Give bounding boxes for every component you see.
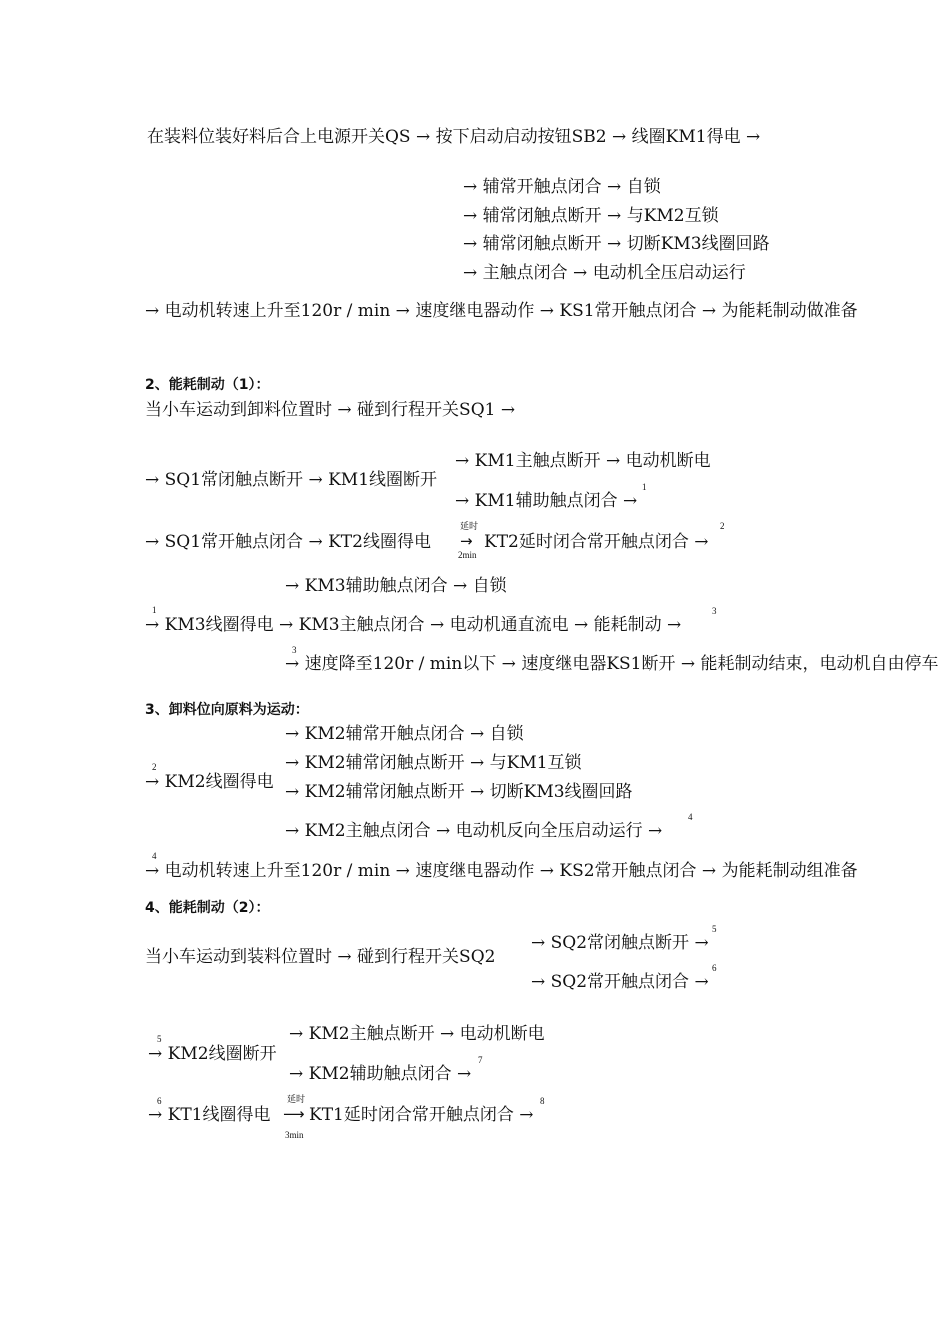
s1-branch-2: → 辅常闭触点断开 → 与KM2互锁 [463, 206, 719, 226]
s1-branch-1: → 辅常开触点闭合 → 自锁 [463, 177, 661, 197]
s4-delay-label: 延时 [287, 1094, 306, 1104]
s2-marker-3: 3 [712, 606, 717, 616]
s2-branch-1a: → KM1主触点断开 → 电动机断电 [455, 451, 711, 471]
s2-marker-1b: 1 [152, 605, 157, 615]
s1-line-1: 在装料位装好料后合上电源开关QS → 按下启动启动按钮SB2 → 线圈KM1得电 → [147, 127, 761, 147]
s4-marker-6b: 6 [157, 1096, 162, 1106]
s2-marker-2: 2 [720, 521, 725, 531]
s1-branch-4: → 主触点闭合 → 电动机全压启动运行 [463, 263, 746, 283]
s4-marker-8: 8 [540, 1096, 545, 1106]
s2-delay-arrow: → [460, 532, 473, 550]
s4-marker-5: 5 [712, 924, 717, 934]
s3-main: → KM2线圈得电 [145, 772, 274, 792]
s4-delay-time: 3min [285, 1130, 304, 1140]
s4-branch-1a: → SQ2常闭触点断开 → [531, 933, 709, 953]
s4-delay-arrow: ⟶ [283, 1105, 305, 1123]
s4-branch-1b: → SQ2常开触点闭合 → [531, 972, 709, 992]
s4-row-2: → KM2线圈断开 [148, 1044, 277, 1064]
s2-row-4: → KM3线圈得电 → KM3主触点闭合 → 电动机通直流电 → 能耗制动 → [145, 615, 682, 635]
s4-marker-5b: 5 [157, 1034, 162, 1044]
s4-line-1: 当小车运动到装料位置时 → 碰到行程开关SQ2 [145, 947, 496, 967]
s3-heading: 3、卸料位向原料为运动： [145, 702, 309, 718]
s3-line-2: → 电动机转速上升至120r / min → 速度继电器动作 → KS2常开触点闭合 → 为能耗制动组准备 [145, 861, 858, 881]
s2-row-5: → 速度降至120r / min以下 → 速度继电器KS1断开 → 能耗制动结束，电动机自由停车 [285, 654, 939, 674]
s4-row-3a: → KT1线圈得电 [148, 1105, 271, 1125]
s1-branch-3: → 辅常闭触点断开 → 切断KM3线圈回路 [463, 234, 770, 254]
s3-marker-4b: 4 [152, 851, 157, 861]
s4-heading: 4、能耗制动（2）： [145, 900, 270, 916]
s3-branch-2: → KM2辅常闭触点断开 → 与KM1互锁 [285, 753, 582, 773]
s3-marker-4: 4 [688, 812, 693, 822]
s3-branch-1: → KM2辅常开触点闭合 → 自锁 [285, 724, 524, 744]
s4-branch-2a: → KM2主触点断开 → 电动机断电 [289, 1024, 545, 1044]
s4-row-3b: KT1延时闭合常开触点闭合 → [309, 1105, 534, 1125]
s2-row-1: → SQ1常闭触点断开 → KM1线圈断开 [145, 470, 438, 490]
s2-heading: 2、能耗制动（1）： [145, 377, 270, 393]
s1-line-2: → 电动机转速上升至120r / min → 速度继电器动作 → KS1常开触点闭合 → 为能耗制动做准备 [145, 301, 858, 321]
s2-row-3: → KM3辅助触点闭合 → 自锁 [285, 576, 507, 596]
s2-line-1: 当小车运动到卸料位置时 → 碰到行程开关SQ1 → [145, 400, 516, 420]
s2-marker-1: 1 [642, 482, 647, 492]
s4-marker-6: 6 [712, 963, 717, 973]
s4-branch-2b: → KM2辅助触点闭合 → [289, 1064, 472, 1084]
s2-row-2b: KT2延时闭合常开触点闭合 → [484, 532, 709, 552]
s3-marker-2: 2 [152, 762, 157, 772]
s3-branch-3: → KM2辅常闭触点断开 → 切断KM3线圈回路 [285, 782, 633, 802]
s2-row-2a: → SQ1常开触点闭合 → KT2线圈得电 [145, 532, 431, 552]
s2-delay-time: 2min [458, 550, 477, 560]
s2-branch-1b: → KM1辅助触点闭合 → [455, 491, 638, 511]
s4-marker-7: 7 [478, 1055, 483, 1065]
s2-delay-label: 延时 [460, 521, 479, 531]
s3-branch-4: → KM2主触点闭合 → 电动机反向全压启动运行 → [285, 821, 663, 841]
s2-marker-3b: 3 [292, 645, 297, 655]
